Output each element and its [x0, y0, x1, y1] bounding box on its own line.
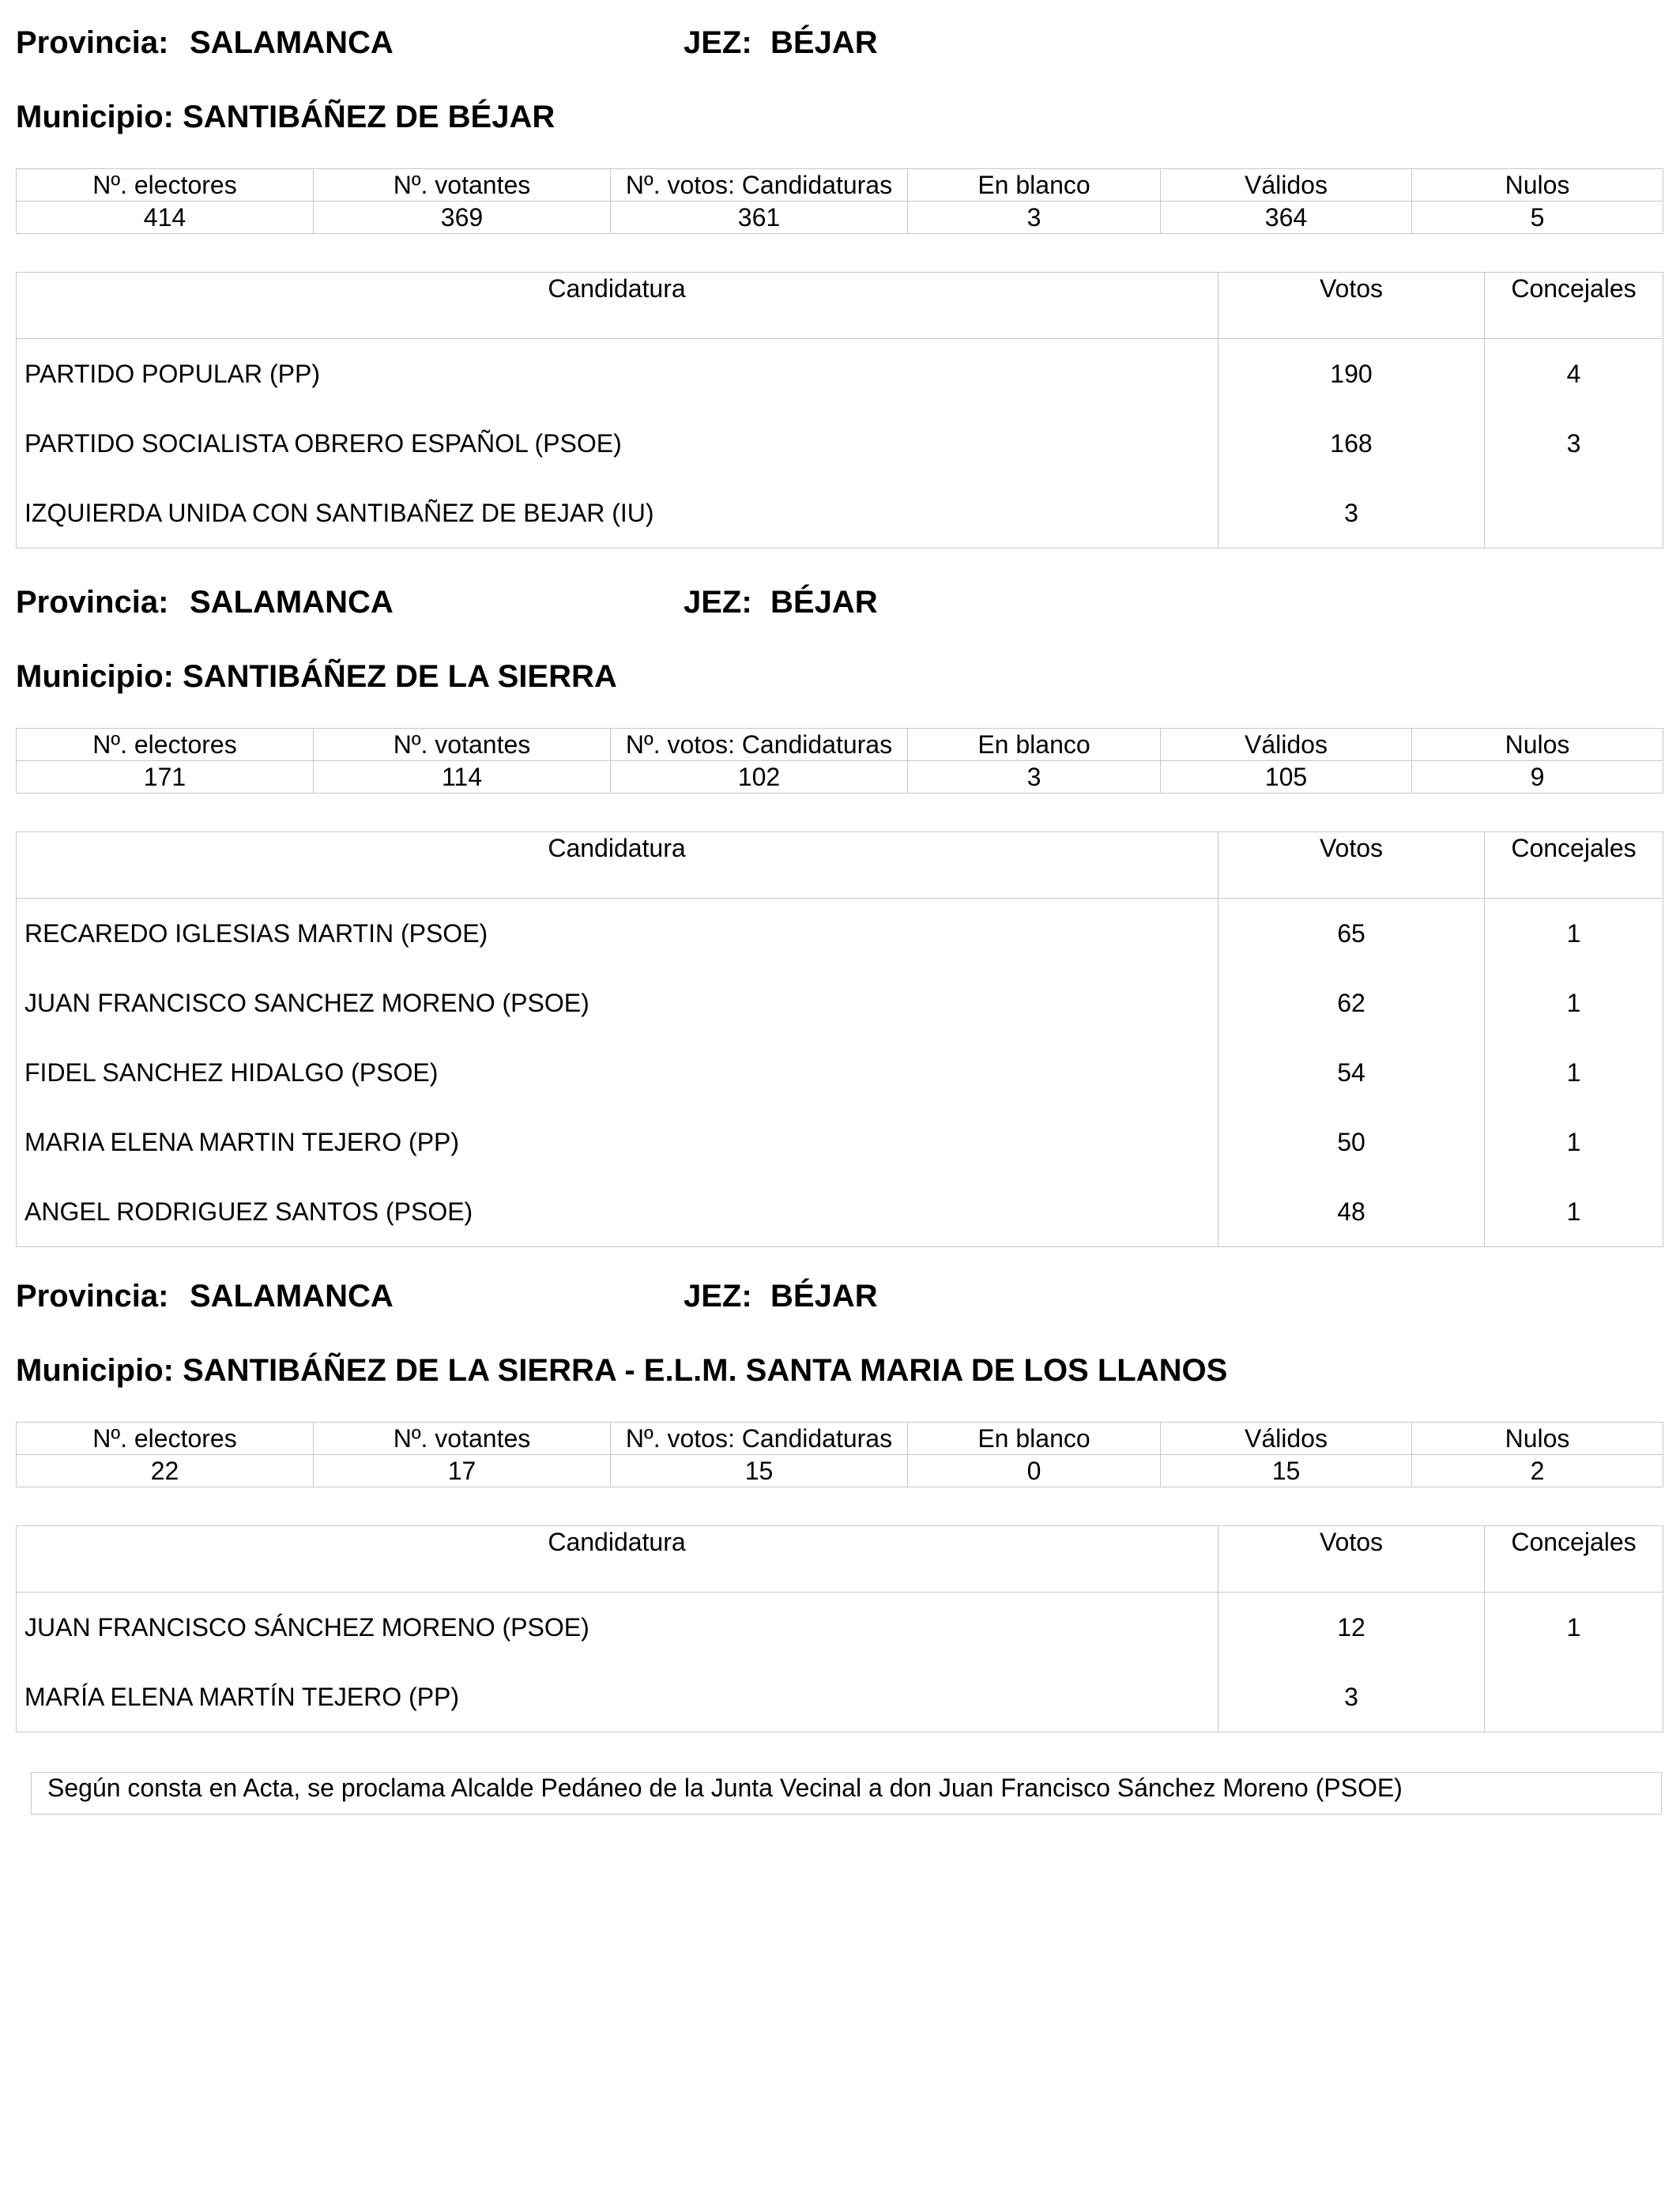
candidatura-row: [17, 478, 1663, 548]
header-votos: Votos: [1219, 1526, 1485, 1593]
candidatura-votos: 65: [1219, 899, 1485, 969]
stats-header-row: [17, 729, 1663, 761]
provincia-label: Provincia:: [16, 585, 169, 620]
municipio-title: Municipio: SANTIBÁÑEZ DE BÉJAR: [16, 100, 556, 134]
stat-en-blanco: 3: [908, 202, 1161, 234]
stat-validos: 364: [1161, 202, 1412, 234]
header-candidatura: Candidatura: [17, 832, 1219, 899]
jez-label: JEZ:: [684, 25, 752, 60]
candidatura-votos: 3: [1219, 1662, 1485, 1732]
stat-header: Válidos: [1161, 729, 1412, 761]
stat-electores: 171: [17, 761, 314, 794]
candidatura-concejales: [1485, 1662, 1663, 1732]
candidatura-nombre: JUAN FRANCISCO SÁNCHEZ MORENO (PSOE): [17, 1593, 1219, 1663]
stat-votantes: 114: [314, 761, 611, 794]
stat-nulos: 2: [1412, 1455, 1663, 1487]
stats-header-row: [17, 169, 1663, 202]
candidaturas-header-row: [17, 273, 1663, 339]
stats-table: [16, 728, 1663, 794]
stat-electores: 22: [17, 1455, 314, 1487]
stat-nulos: 9: [1412, 761, 1663, 794]
candidatura-row: [17, 1107, 1663, 1177]
provincia-value: SALAMANCA: [190, 585, 394, 620]
candidaturas-table: [16, 272, 1663, 548]
stat-validos: 15: [1161, 1455, 1412, 1487]
stat-votantes: 17: [314, 1455, 611, 1487]
candidatura-nombre: MARÍA ELENA MARTÍN TEJERO (PP): [17, 1662, 1219, 1732]
candidatura-nombre: ANGEL RODRIGUEZ SANTOS (PSOE): [17, 1177, 1219, 1247]
stat-validos: 105: [1161, 761, 1412, 794]
provincia-value: SALAMANCA: [190, 25, 394, 60]
stat-header: Nulos: [1412, 1423, 1663, 1455]
candidatura-nombre: FIDEL SANCHEZ HIDALGO (PSOE): [17, 1038, 1219, 1107]
stat-en-blanco: 0: [908, 1455, 1161, 1487]
candidatura-votos: 168: [1219, 409, 1485, 478]
stats-header-row: [17, 1423, 1663, 1455]
stat-header: Nº. votantes: [314, 729, 611, 761]
candidatura-votos: 190: [1219, 339, 1485, 409]
candidatura-row: [17, 1593, 1663, 1663]
header-concejales: Concejales: [1485, 1526, 1663, 1593]
jez-value: BÉJAR: [770, 585, 878, 620]
municipio-title: Municipio: SANTIBÁÑEZ DE LA SIERRA - E.L.M. SANTA MARIA DE LOS LLANOS: [16, 1353, 1228, 1388]
stats-value-row: [17, 761, 1663, 794]
stats-value-row: [17, 1455, 1663, 1487]
header-votos: Votos: [1219, 273, 1485, 339]
stat-header: Nº. electores: [17, 1423, 314, 1455]
jez-value: BÉJAR: [770, 25, 878, 60]
stat-nulos: 5: [1412, 202, 1663, 234]
stat-votos-candidaturas: 102: [611, 761, 908, 794]
stat-header: Válidos: [1161, 169, 1412, 202]
header-concejales: Concejales: [1485, 832, 1663, 899]
candidatura-concejales: 4: [1566, 359, 1581, 388]
header-candidatura: Candidatura: [17, 273, 1219, 339]
stat-header: Nº. votantes: [314, 1423, 611, 1455]
candidatura-concejales: 1: [1566, 1127, 1581, 1156]
candidatura-votos: 54: [1219, 1038, 1485, 1107]
stat-votos-candidaturas: 361: [611, 202, 908, 234]
stat-en-blanco: 3: [908, 761, 1161, 794]
candidatura-concejales: 1: [1566, 1057, 1581, 1087]
candidatura-votos: 62: [1219, 968, 1485, 1038]
candidatura-concejales: 3: [1566, 428, 1581, 458]
municipio-title: Municipio: SANTIBÁÑEZ DE LA SIERRA: [16, 659, 617, 694]
candidatura-row: [17, 899, 1663, 969]
header-concejales: Concejales: [1485, 273, 1663, 339]
candidaturas-table: [16, 1525, 1663, 1732]
candidatura-votos: 48: [1219, 1177, 1485, 1247]
stat-votantes: 369: [314, 202, 611, 234]
candidatura-concejales: 1: [1566, 988, 1581, 1017]
stat-header: En blanco: [908, 169, 1161, 202]
stat-header: Nulos: [1412, 729, 1663, 761]
stat-votos-candidaturas: 15: [611, 1455, 908, 1487]
provincia-label: Provincia:: [16, 1279, 169, 1314]
stat-header: Nº. votos: Candidaturas: [611, 169, 908, 202]
jez-value: BÉJAR: [770, 1279, 878, 1314]
candidatura-votos: 3: [1219, 478, 1485, 548]
stats-table: [16, 1422, 1663, 1487]
candidaturas-header-row: [17, 1526, 1663, 1593]
stat-header: Nº. electores: [17, 169, 314, 202]
stat-header: Nº. votantes: [314, 169, 611, 202]
stat-header: Nulos: [1412, 169, 1663, 202]
candidatura-votos: 50: [1219, 1107, 1485, 1177]
candidatura-nombre: RECAREDO IGLESIAS MARTIN (PSOE): [17, 899, 1219, 969]
candidatura-concejales: 1: [1566, 1197, 1581, 1226]
stat-header: Nº. electores: [17, 729, 314, 761]
proclamation-note: Según consta en Acta, se proclama Alcalde Pedáneo de la Junta Vecinal a don Juan Francisco Sánchez Moreno (PSOE): [31, 1772, 1662, 1815]
candidatura-nombre: JUAN FRANCISCO SANCHEZ MORENO (PSOE): [17, 968, 1219, 1038]
stat-header: En blanco: [908, 1423, 1161, 1455]
provincia-value: SALAMANCA: [190, 1279, 394, 1314]
header-votos: Votos: [1219, 832, 1485, 899]
stats-table: [16, 168, 1663, 234]
stat-electores: 414: [17, 202, 314, 234]
provincia-label: Provincia:: [16, 25, 169, 60]
stat-header: Nº. votos: Candidaturas: [611, 729, 908, 761]
stat-header: Válidos: [1161, 1423, 1412, 1455]
stats-value-row: [17, 202, 1663, 234]
candidatura-row: [17, 1038, 1663, 1107]
candidatura-nombre: PARTIDO SOCIALISTA OBRERO ESPAÑOL (PSOE): [17, 409, 1219, 478]
jez-label: JEZ:: [684, 1279, 752, 1314]
candidatura-concejales: [1485, 478, 1663, 548]
candidatura-concejales: 1: [1566, 1612, 1581, 1642]
stat-header: En blanco: [908, 729, 1161, 761]
candidatura-nombre: IZQUIERDA UNIDA CON SANTIBAÑEZ DE BEJAR (IU): [17, 478, 1219, 548]
candidatura-row: [17, 968, 1663, 1038]
candidatura-row: [17, 409, 1663, 478]
candidatura-nombre: PARTIDO POPULAR (PP): [17, 339, 1219, 409]
candidatura-concejales: 1: [1566, 918, 1581, 948]
candidatura-row: [17, 1662, 1663, 1732]
candidatura-row: [17, 339, 1663, 409]
candidatura-nombre: MARIA ELENA MARTIN TEJERO (PP): [17, 1107, 1219, 1177]
candidaturas-header-row: [17, 832, 1663, 899]
jez-label: JEZ:: [684, 585, 752, 620]
header-candidatura: Candidatura: [17, 1526, 1219, 1593]
candidaturas-table: [16, 831, 1663, 1247]
candidatura-votos: 12: [1219, 1593, 1485, 1663]
candidatura-row: [17, 1177, 1663, 1247]
stat-header: Nº. votos: Candidaturas: [611, 1423, 908, 1455]
